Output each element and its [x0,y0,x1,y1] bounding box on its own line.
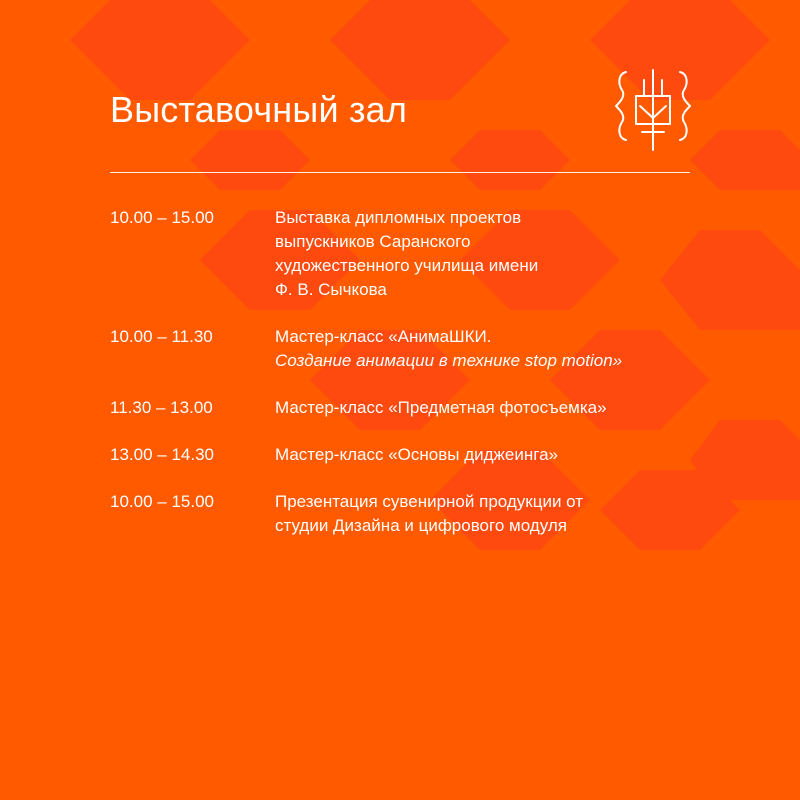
schedule-text-line: художественного училища имени [275,256,539,275]
schedule-text-line: Мастер-класс «Предметная фотосъемка» [275,398,607,417]
schedule-time: 11.30 – 13.00 [110,398,213,417]
schedule-text-line: студии Дизайна и цифрового модуля [275,516,567,535]
schedule-time: 10.00 – 11.30 [110,327,213,346]
schedule-item [110,443,710,467]
schedule-text-subtitle: Создание анимации в технике stop motion» [275,351,623,370]
pattern-shape [450,130,570,190]
pattern-shape [190,130,310,190]
schedule-item [110,206,710,302]
schedule-text-line: выпускников Саранского [275,232,471,251]
logo-icon [612,66,694,152]
schedule-item [110,396,710,420]
divider [110,172,690,173]
schedule-time: 10.00 – 15.00 [110,492,214,511]
schedule-description [275,490,695,538]
schedule-item [110,325,710,373]
page-title: Выставочный зал [110,89,408,130]
schedule-description [275,325,695,373]
schedule-text-line: Презентация сувенирной продукции от [275,492,584,511]
schedule-text-line: Мастер-класс «Основы диджеинга» [275,445,558,464]
schedule-time: 10.00 – 15.00 [110,208,214,227]
schedule-description [275,396,695,420]
schedule-description [275,443,695,467]
schedule-item [110,490,710,538]
schedule-description [275,206,695,302]
pattern-shape [690,130,800,190]
schedule-text-line: Ф. В. Сычкова [275,280,387,299]
schedule-text-line: Выставка дипломных проектов [275,208,522,227]
schedule-time: 13.00 – 14.30 [110,445,214,464]
schedule-list [110,206,710,561]
schedule-text-line: Мастер-класс «АнимаШКИ. [275,327,492,346]
